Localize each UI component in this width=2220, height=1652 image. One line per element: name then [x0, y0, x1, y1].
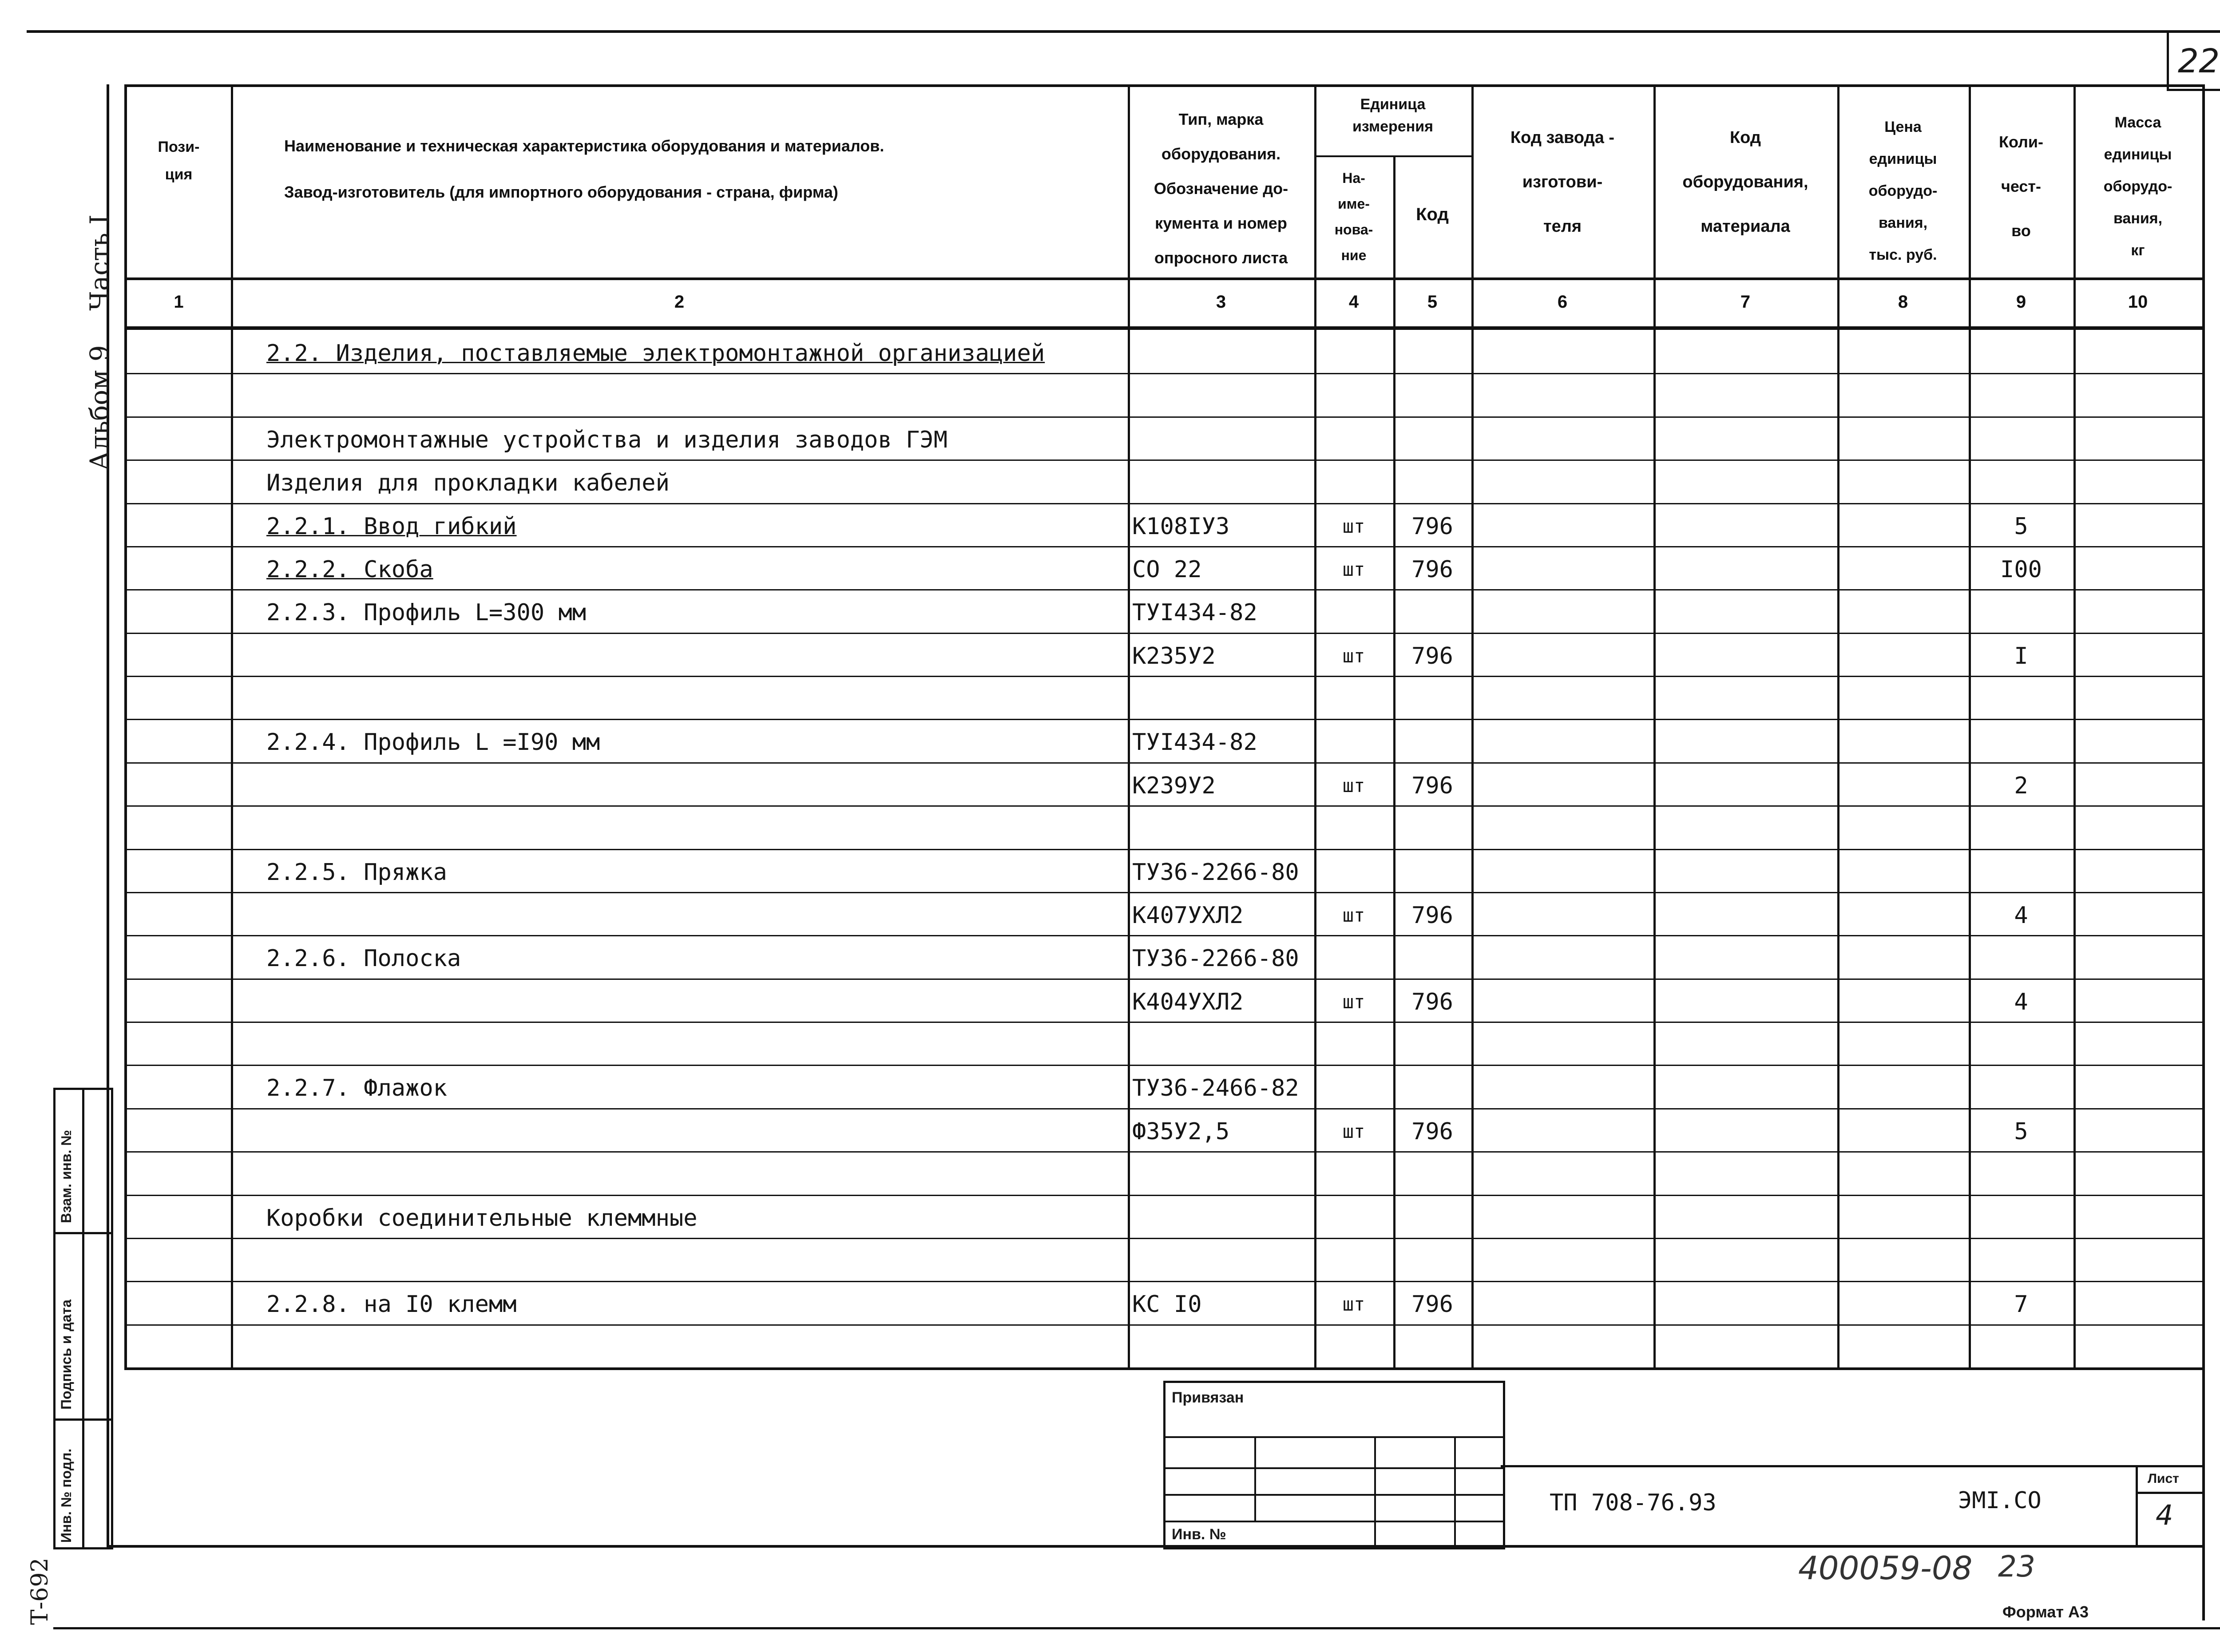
cell-name: 2.2.1. Ввод гибкий: [266, 513, 517, 540]
cell-type: ТУ36-2266-80: [1132, 945, 1299, 972]
cell-type: ТУI434-82: [1132, 599, 1257, 626]
cell-unit: шт: [1342, 1121, 1365, 1142]
table-row: [0, 1281, 2202, 1324]
colnum-8: 8: [1898, 292, 1908, 312]
colnum-2: 2: [674, 292, 685, 312]
cell-type: К407УХЛ2: [1132, 902, 1244, 929]
table-row: [0, 762, 2202, 805]
top-rule: [27, 30, 2220, 33]
cell-name: 2.2. Изделия, поставляемые электромонтажной организацией: [266, 340, 1045, 367]
cell-name: Коробки соединительные клеммные: [266, 1205, 698, 1232]
cell-code: 796: [1411, 773, 1453, 799]
table-row: [0, 373, 2202, 416]
header-type: Тип, марка оборудования. Обозначение до- кумента и номер опросного листа: [1154, 110, 1288, 267]
cell-unit: шт: [1342, 775, 1365, 796]
table-row: [0, 1238, 2202, 1281]
table-row: [0, 1022, 2202, 1065]
colnum-9: 9: [2016, 292, 2026, 312]
table-row: [0, 849, 2202, 892]
header-bottom: [124, 277, 2202, 280]
table-row: [0, 892, 2202, 935]
side-label-album: Альбом 9: [84, 345, 115, 471]
table-row: [0, 460, 2202, 503]
table-row: [0, 589, 2202, 632]
table-row: [0, 1065, 2202, 1108]
cell-name: 2.2.5. Пряжка: [266, 859, 447, 886]
cell-name: 2.2.7. Флажок: [266, 1075, 447, 1101]
header-price: Цена единицы оборудо- вания, тыс. руб.: [1868, 119, 1938, 263]
title-block-top: [1501, 1465, 2202, 1467]
cell-qty: 2: [2014, 773, 2028, 799]
cell-qty: 5: [2014, 513, 2028, 540]
table-row: [0, 416, 2202, 460]
stamp-vzam-inv: Взам. инв. №: [58, 1130, 74, 1223]
header-equipment-code: Код оборудования, материала: [1682, 128, 1808, 236]
privyazan-label: Привязан: [1172, 1389, 1244, 1406]
cell-type: К404УХЛ2: [1132, 989, 1244, 1015]
colnum-5: 5: [1427, 292, 1438, 312]
table-row: [0, 676, 2202, 719]
table-top: [124, 84, 2202, 87]
doc-mark: ЭМI.СО: [1958, 1487, 2042, 1514]
cell-qty: 5: [2014, 1118, 2028, 1145]
cell-unit: шт: [1342, 904, 1365, 926]
table-row: [0, 330, 2202, 373]
side-code: Т-692: [27, 1557, 53, 1625]
frame-bottom: [107, 1545, 2202, 1548]
header-name-line1: Наименование и техническая характеристика оборудования и материалов.: [284, 137, 884, 155]
cell-name: 2.2.4. Профиль L =I90 мм: [266, 729, 600, 756]
cell-name: 2.2.6. Полоска: [266, 945, 461, 972]
list-value: 4: [2156, 1499, 2173, 1531]
unit-subheader-rule: [1314, 155, 1471, 157]
cell-qty: I00: [2000, 556, 2042, 583]
cell-code: 796: [1411, 989, 1453, 1015]
header-unit: Единица измерения: [1352, 96, 1433, 135]
table-row: [0, 935, 2202, 978]
cell-name: Изделия для прокладки кабелей: [266, 470, 670, 496]
cell-code: 796: [1411, 513, 1453, 540]
bottom-rule: [53, 1627, 2220, 1629]
cell-name: Электромонтажные устройства и изделия заводов ГЭМ: [266, 427, 948, 453]
table-row: [0, 805, 2202, 848]
cell-code: 796: [1411, 1291, 1453, 1318]
header-unit-name: На- име- нова- ние: [1334, 170, 1373, 263]
table-row: [0, 546, 2202, 589]
sheet-number: 22: [2178, 42, 2220, 80]
list-label: Лист: [2148, 1471, 2179, 1486]
colnum-7: 7: [1740, 292, 1751, 312]
cell-type: ТУ36-2266-80: [1132, 859, 1299, 886]
header-unit-code: Код: [1416, 205, 1449, 224]
header-position: Пози- ция: [158, 139, 200, 183]
cell-unit: шт: [1342, 559, 1365, 580]
header-mass: Масса единицы оборудо- вания, кг: [2103, 114, 2172, 259]
cell-qty: 4: [2014, 902, 2028, 929]
table-row: [0, 503, 2202, 546]
cell-type: ТУI434-82: [1132, 729, 1257, 756]
cell-qty: I: [2014, 643, 2028, 670]
cell-code: 796: [1411, 1118, 1453, 1145]
cell-unit: шт: [1342, 991, 1365, 1013]
cell-type: К235У2: [1132, 643, 1216, 670]
cell-name: 2.2.3. Профиль L=300 мм: [266, 599, 587, 626]
handwritten-number: 400059-08: [1798, 1549, 1973, 1587]
inv-no-label: Инв. №: [1172, 1526, 1226, 1543]
format-label: Формат А3: [2002, 1603, 2089, 1621]
table-row: [0, 633, 2202, 676]
stamp-podpis-data: Подпись и дата: [58, 1299, 74, 1410]
table-row: [0, 1108, 2202, 1151]
cell-unit: шт: [1342, 515, 1365, 537]
colnum-10: 10: [2128, 292, 2148, 312]
stamp-inv-podl: Инв. № подл.: [58, 1448, 74, 1543]
colnum-4: 4: [1348, 292, 1359, 312]
cell-code: 796: [1411, 556, 1453, 583]
cell-type: КС I0: [1132, 1291, 1202, 1318]
privyazan-block: [1163, 1381, 1505, 1549]
cell-unit: шт: [1342, 645, 1365, 667]
table-row: [0, 979, 2202, 1022]
cell-qty: 7: [2014, 1291, 2028, 1318]
table-bottom: [124, 1367, 2202, 1370]
left-stamp: [53, 1088, 113, 1549]
list-box: [2136, 1465, 2204, 1545]
cell-type: ТУ36-2466-82: [1132, 1075, 1299, 1101]
cell-name: 2.2.2. Скоба: [266, 556, 433, 583]
cell-code: 796: [1411, 643, 1453, 670]
sheet-number-box: [2167, 31, 2220, 91]
cell-type: К239У2: [1132, 773, 1216, 799]
cell-unit: шт: [1342, 1293, 1365, 1315]
table-row: [0, 1324, 2202, 1367]
colnum-1: 1: [174, 292, 184, 312]
colnum-bottom: [124, 326, 2202, 330]
header-factory-code: Код завода - изготови- теля: [1510, 128, 1615, 236]
column-divider: [2202, 84, 2205, 1367]
table-row: [0, 719, 2202, 762]
cell-type: СО 22: [1132, 556, 1202, 583]
colnum-6: 6: [1557, 292, 1568, 312]
doc-code: ТП 708-76.93: [1550, 1490, 1717, 1516]
header-quantity: Коли- чест- во: [1998, 133, 2044, 240]
cell-type: Ф35У2,5: [1132, 1118, 1230, 1145]
header-name-line2: Завод-изготовитель (для импортного оборудования - страна, фирма): [284, 183, 838, 201]
side-label-part: Часть I: [84, 214, 115, 311]
handwritten-page: 23: [1998, 1549, 2035, 1584]
cell-qty: 4: [2014, 989, 2028, 1015]
cell-code: 796: [1411, 902, 1453, 929]
table-row: [0, 1195, 2202, 1238]
cell-name: 2.2.8. на I0 клемм: [266, 1291, 517, 1318]
colnum-3: 3: [1216, 292, 1226, 312]
cell-type: К108IУ3: [1132, 513, 1230, 540]
table-row: [0, 1151, 2202, 1194]
